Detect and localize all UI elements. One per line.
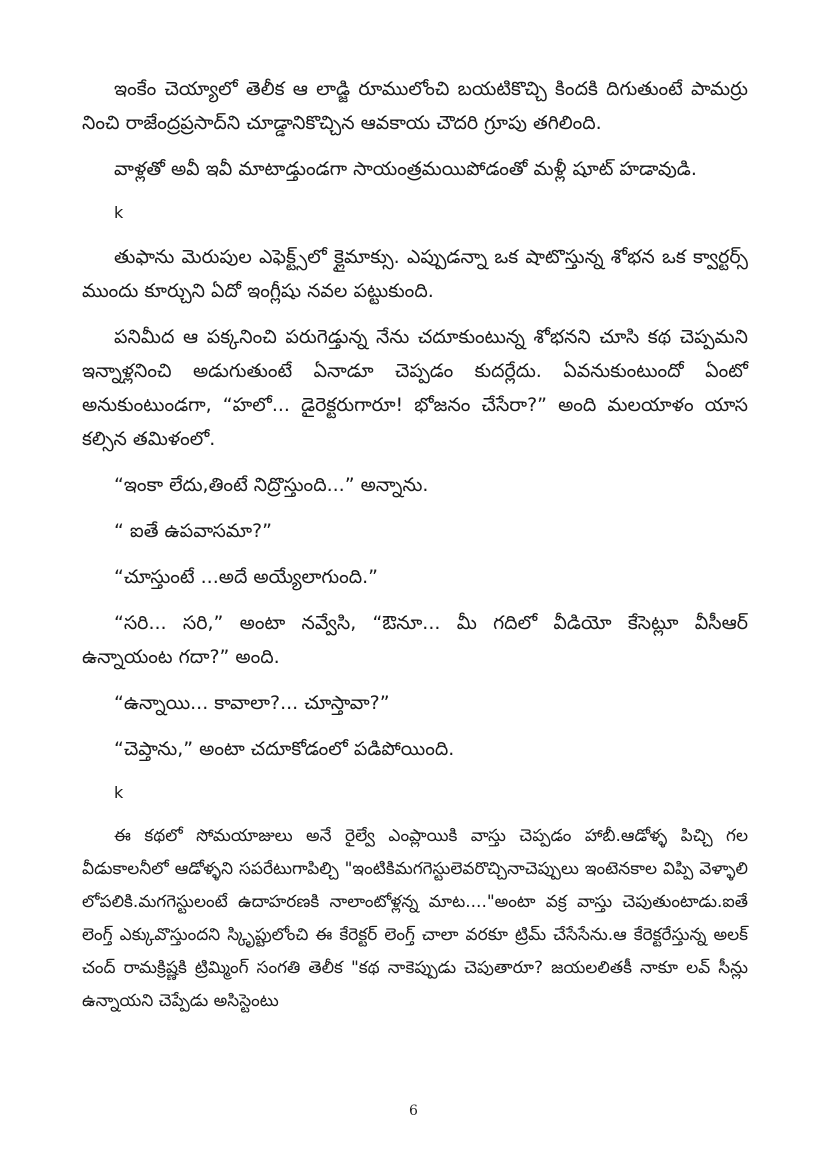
paragraph-1: ఇంకేం చెయ్యాలో తెలీక ఆ లాడ్జి రూములోంచి బయటికొచ్చి కిందకి దిగుతుంటే పామర్రు నించి రాజేంద్రప్రసాద్‌ని చూడ్డానికొచ్చిన ఆవకాయ చౌదరి గ్రూపు తగిలింది. bbox=[82, 78, 748, 134]
document-body bbox=[82, 72, 748, 1030]
section-separator: k bbox=[114, 783, 124, 802]
dialogue-line: “ ఐతే ఉపవాసమా?” bbox=[114, 520, 272, 542]
dialogue-line: “ఉన్నాయి... కావాలా?... చూస్తావా?” bbox=[114, 692, 390, 714]
dialogue-line: “సరి... సరి,” అంటా నవ్వేసి, “ఔనూ... మీ గదిలో వీడియో కేసెట్లూ వీసీఆర్ ఉన్నాయంట గదా?” అంది. bbox=[82, 612, 748, 668]
dialogue-line: “చూస్తుంటే ...అదే అయ్యేలాగుంది.” bbox=[114, 566, 379, 588]
paragraph-4: పనిమీద ఆ పక్కనించి పరుగెడ్తున్న నేను చదూకుంటున్న శోభనని చూసి కథ చెప్పమని ఇన్నాళ్లనించి అడుగుతుంటే ఏనాడూ చెప్పడం కుదర్లేదు. ఏవనుకుంటుందో ఏంటో అనుకుంటుండగా, “హలో... డైరెక్టరుగారూ! భోజనం చేసేరా?” అంది మలయాళం యాస కల్సిన తమిళంలో. bbox=[82, 326, 748, 450]
dialogue-line: “ఇంకా లేదు,తింటే నిద్రొస్తుంది...” అన్నాను. bbox=[114, 474, 429, 496]
dialogue-line: “చెప్తాను,” అంటా చదూకోడంలో పడిపోయింది. bbox=[114, 738, 455, 760]
paragraph-final: ఈ కథలో సోమయాజులు అనే రైల్వే ఎంప్లాయికి వాస్తు చెప్పడం హాబీ.ఆడోళ్ళ పిచ్చి గల వీడుకాలనీలో ఆడోళ్ళని సపరేటుగాపిల్చి "ఇంటికిమగగెస్టులెవరొచ్చినాచెప్పులు ఇంటెనకాల విప్పి వెళ్ళాలి లోపలికి.మగగెస్టులంటే ఉదాహరణకి నాలాంటోళ్లన్న మాట...."అంటా వక్ర వాస్తు చెపుతుంటాడు.ఐతే లెంగ్త్ ఎక్కువొస్తుందని స్కిృప్టులోంచి ఈ కేరెక్టర్ లెంగ్త్ చాలా వరకూ ట్రిమ్ చేసేసేను.ఆ కేరెక్టరేస్తున్న అలక్ చంద్ రామక్రిష్ణకి ట్రిమ్మింగ్ సంగతి తెలీక "కథ నాకెప్పుడు చెపుతారూ? జయలలితకీ నాకూ లవ్ సీన్లు ఉన్నాయని చెప్పేడు అసిస్టెంటు bbox=[82, 826, 748, 1011]
page-number: 6 bbox=[409, 1103, 418, 1119]
section-separator: k bbox=[114, 203, 124, 222]
paragraph-3: తుఫాను మెరుపుల ఎఫెక్ట్స్‌లో క్లైమాక్సు. ఎప్పుడన్నా ఒక షాటొస్తున్న శోభన ఒక క్వార్టర్స్ ముందు కూర్చుని ఏదో ఇంగ్లీషు నవల పట్టుకుంది. bbox=[82, 246, 748, 302]
paragraph-2: వాళ్లతో అవీ ఇవీ మాటాడ్తుండగా సాయంత్రమయిపోడంతో మళ్లీ షూట్ హడావుడి. bbox=[114, 158, 697, 180]
